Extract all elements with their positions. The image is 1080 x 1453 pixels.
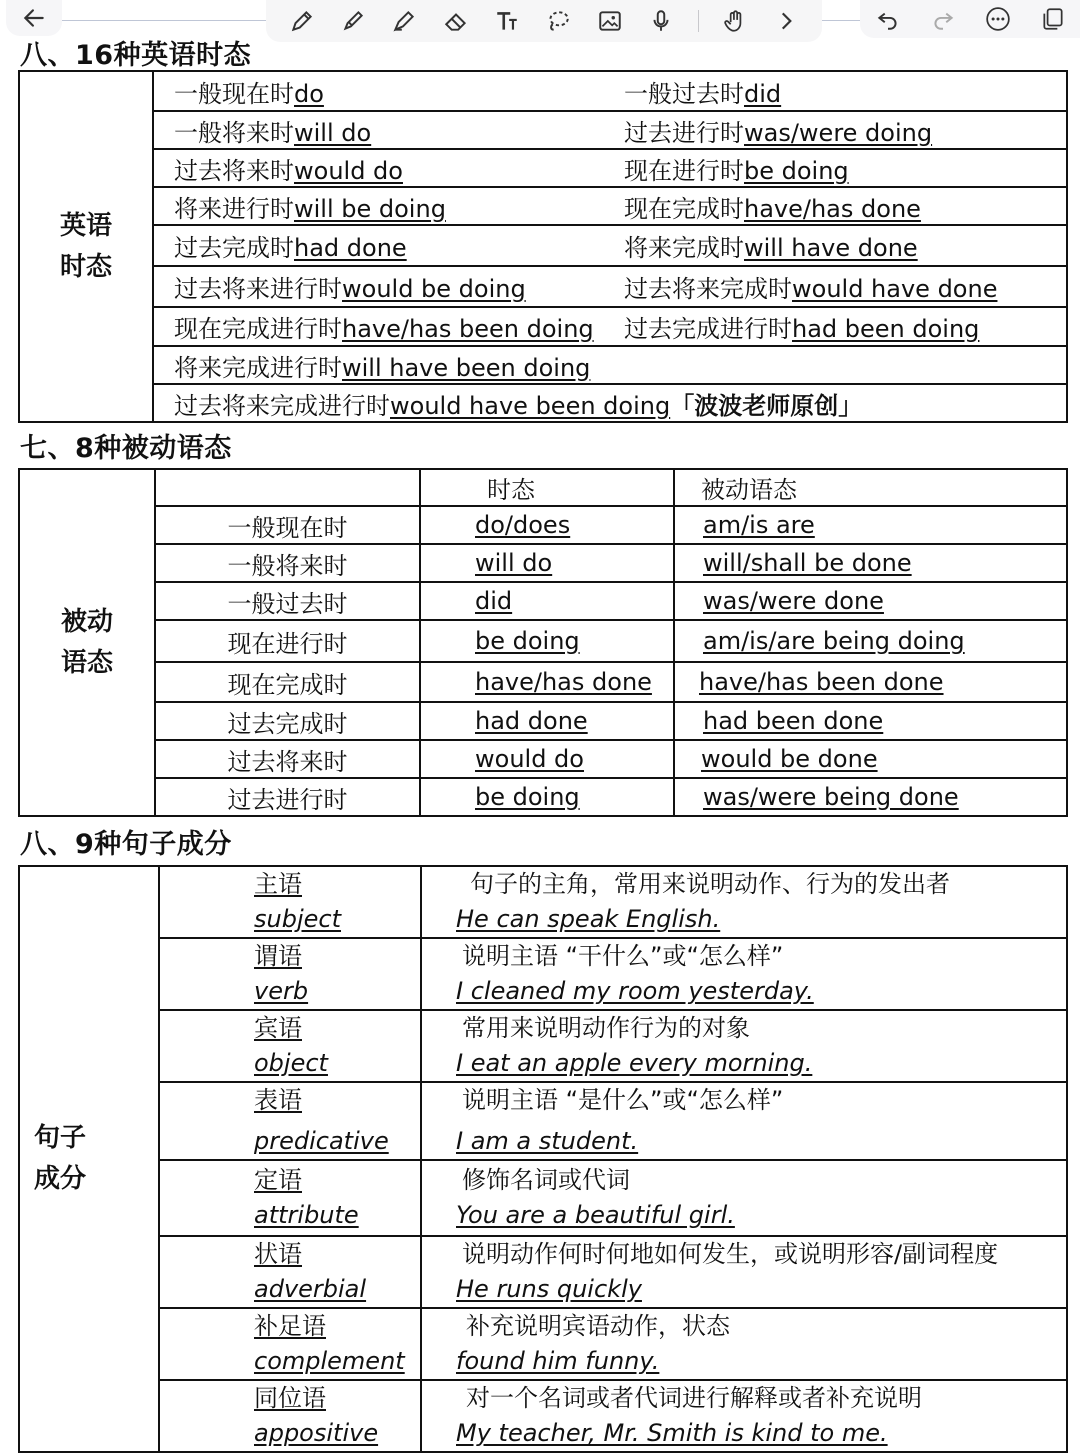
section-title-components: 八、9种句子成分: [20, 829, 232, 860]
tense-form: will have been doing: [342, 353, 591, 382]
tense-form: do/does: [475, 511, 571, 539]
tense-form: would be doing: [342, 275, 526, 303]
tense-name: 一般将来时: [174, 118, 294, 147]
marker-icon[interactable]: [389, 6, 419, 36]
component-example: I cleaned my room yesterday.: [456, 977, 814, 1005]
tense-form: had been doing: [792, 315, 980, 343]
pen-icon[interactable]: [287, 6, 317, 36]
component-example: He runs quickly: [456, 1275, 642, 1303]
tense-name: 过去进行时: [155, 778, 420, 816]
tense-name: 过去将来完成进行时: [174, 391, 390, 420]
table-row: [19, 1380, 1067, 1452]
passive-table: [18, 468, 1068, 817]
tense-form: would have done: [792, 275, 998, 303]
author-note: 「波波老师原创」: [670, 391, 863, 420]
table-row: [19, 866, 1067, 938]
table-row: [19, 506, 1067, 544]
component-example: I am a student.: [456, 1127, 639, 1155]
tense-name: 将来完成进行时: [174, 353, 342, 382]
passive-form: was/were being done: [703, 783, 959, 811]
component-desc: 句子的主角，常用来说明动作、行为的发出者: [470, 870, 950, 898]
hand-icon[interactable]: [720, 6, 750, 36]
component-en: attribute: [254, 1201, 359, 1229]
tense-name: 现在完成时: [624, 194, 744, 223]
passive-form: had been done: [703, 707, 884, 735]
tense-name: 一般过去时: [155, 582, 420, 620]
tense-form: would do: [294, 156, 403, 185]
tense-name: 过去将来时: [155, 740, 420, 778]
component-example: You are a beautiful girl.: [456, 1201, 735, 1229]
tense-name: 现在完成时: [155, 662, 420, 702]
component-en: subject: [254, 905, 341, 933]
toolbar-separator: [698, 10, 699, 32]
tense-name: 一般将来时: [155, 544, 420, 582]
tense-form: do: [294, 79, 324, 108]
tense-name: 过去将来完成时: [624, 275, 792, 303]
pages-icon[interactable]: [1038, 4, 1068, 34]
component-cn: 主语: [254, 870, 302, 898]
eraser-icon[interactable]: [441, 6, 471, 36]
side-label-line: 英语: [59, 210, 112, 241]
table-row: [19, 582, 1067, 620]
passive-form: am/is are: [703, 511, 815, 539]
header-cell-tense: 时态: [420, 469, 674, 506]
tense-name: 现在进行时: [624, 156, 744, 185]
table-row: [19, 1308, 1067, 1380]
passive-form: was/were done: [703, 587, 884, 615]
tense-name: 将来进行时: [174, 194, 294, 223]
tense-form: did: [475, 587, 513, 615]
tense-name: 过去完成时: [174, 234, 294, 262]
tense-name: 一般过去时: [624, 79, 744, 108]
component-example: He can speak English.: [456, 905, 721, 933]
table-row: [19, 1082, 1067, 1160]
side-label-tenses: [19, 71, 153, 422]
tense-name: 过去完成时: [155, 702, 420, 740]
table-row: [153, 346, 1067, 384]
component-cn: 表语: [254, 1086, 302, 1114]
table-row: [19, 662, 1067, 702]
component-example: found him funny.: [456, 1347, 660, 1375]
table-row: [19, 740, 1067, 778]
tense-name: 过去将来时: [174, 156, 294, 185]
component-desc: 说明主语 “是什么”或“怎么样”: [462, 1086, 784, 1114]
component-en: predicative: [254, 1127, 389, 1155]
redo-icon[interactable]: [928, 4, 958, 34]
component-example: My teacher, Mr. Smith is kind to me.: [456, 1419, 888, 1447]
component-desc: 修饰名词或代词: [462, 1166, 630, 1194]
side-label-line: 句子: [34, 1123, 87, 1153]
table-row: [153, 149, 1067, 187]
component-cn: 谓语: [254, 942, 302, 970]
passive-form: am/is/are being doing: [703, 627, 965, 655]
undo-icon[interactable]: [873, 4, 903, 34]
component-desc: 说明动作何时何地如何发生，或说明形容/副词程度: [462, 1240, 999, 1268]
component-en: adverbial: [254, 1275, 367, 1303]
table-row: [19, 1236, 1067, 1308]
tense-name: 现在完成进行时: [174, 315, 342, 343]
section-title-passive: 七、8种被动语态: [20, 433, 232, 464]
tense-name: 过去完成进行时: [624, 315, 792, 343]
table-row: [153, 307, 1067, 346]
header-cell: [155, 469, 420, 506]
passive-form: have/has been done: [699, 668, 944, 696]
tense-form: be doing: [744, 156, 849, 185]
table-row: [153, 266, 1067, 307]
side-label-line: 语态: [60, 647, 113, 678]
table-row: [153, 71, 1067, 111]
component-en: verb: [254, 977, 309, 1005]
component-cn: 状语: [254, 1240, 302, 1268]
header-cell-passive: 被动语态: [674, 469, 1067, 506]
tense-form: did: [744, 79, 782, 108]
image-icon[interactable]: [595, 6, 625, 36]
tense-form: had done: [475, 707, 588, 735]
table-row: [153, 225, 1067, 266]
tense-name: 过去将来进行时: [174, 275, 342, 303]
tense-name: 一般现在时: [174, 79, 294, 108]
tense-name: 一般现在时: [155, 506, 420, 544]
component-desc: 常用来说明动作行为的对象: [462, 1014, 750, 1042]
back-arrow-icon: [19, 3, 49, 33]
tenses-table: [18, 70, 1068, 423]
component-en: appositive: [254, 1419, 379, 1447]
side-label-components: [19, 866, 159, 1452]
drawing-tools: [266, 0, 822, 42]
table-row: [153, 384, 1067, 422]
section-title-tenses: 八、16种英语时态: [20, 40, 252, 71]
back-button[interactable]: [6, 0, 62, 36]
table-row: [19, 702, 1067, 740]
component-desc: 补充说明宾语动作，状态: [466, 1312, 730, 1340]
tense-form: have/has done: [744, 194, 921, 223]
tense-form: will do: [475, 549, 553, 577]
tense-form: be doing: [475, 783, 580, 811]
lasso-icon[interactable]: [543, 6, 573, 36]
side-label-passive: [19, 469, 155, 816]
tense-form: would do: [475, 745, 584, 773]
side-label-line: 时态: [59, 251, 112, 282]
microphone-icon[interactable]: [646, 6, 676, 36]
tense-form: was/were doing: [744, 118, 933, 147]
component-en: complement: [254, 1347, 405, 1375]
tense-form: would have been doing: [390, 391, 671, 420]
passive-form: would be done: [701, 745, 878, 773]
tense-form: have/has been doing: [342, 315, 594, 343]
tense-name: 过去进行时: [624, 118, 744, 147]
table-row: [19, 620, 1067, 662]
component-cn: 同位语: [254, 1384, 326, 1412]
table-row: [19, 778, 1067, 816]
tense-form: will have done: [744, 234, 918, 262]
components-table: [18, 865, 1068, 1453]
side-label-line: 被动: [60, 606, 113, 637]
tense-name: 将来完成时: [624, 234, 744, 262]
table-row: [19, 1160, 1067, 1236]
text-tool-icon[interactable]: [492, 6, 522, 36]
table-row: [19, 938, 1067, 1010]
tense-form: have/has done: [475, 668, 652, 696]
more-icon[interactable]: [983, 4, 1013, 34]
table-row: [153, 111, 1067, 149]
tense-form: will do: [294, 118, 372, 147]
highlighter-icon[interactable]: [338, 6, 368, 36]
component-desc: 对一个名词或者代词进行解释或者补充说明: [466, 1384, 922, 1412]
table-row: [153, 187, 1067, 225]
toolbar-divider-line: [62, 20, 266, 21]
tense-form: will be doing: [294, 194, 446, 223]
passive-form: will/shall be done: [703, 549, 912, 577]
tense-name: 现在进行时: [155, 620, 420, 662]
side-label-line: 成分: [34, 1164, 87, 1194]
tense-form: had done: [294, 234, 407, 262]
component-desc: 说明主语 “干什么”或“怎么样”: [462, 942, 784, 970]
component-cn: 补足语: [254, 1312, 326, 1340]
component-cn: 宾语: [254, 1014, 302, 1042]
tense-form: be doing: [475, 627, 580, 655]
table-row: [19, 544, 1067, 582]
component-en: object: [254, 1049, 328, 1077]
table-row: [19, 1010, 1067, 1082]
action-tools: [860, 0, 1080, 38]
component-example: I eat an apple every morning.: [456, 1049, 813, 1077]
toolbar-divider-line: [822, 20, 860, 21]
chevron-right-icon[interactable]: [771, 6, 801, 36]
component-cn: 定语: [254, 1166, 302, 1194]
